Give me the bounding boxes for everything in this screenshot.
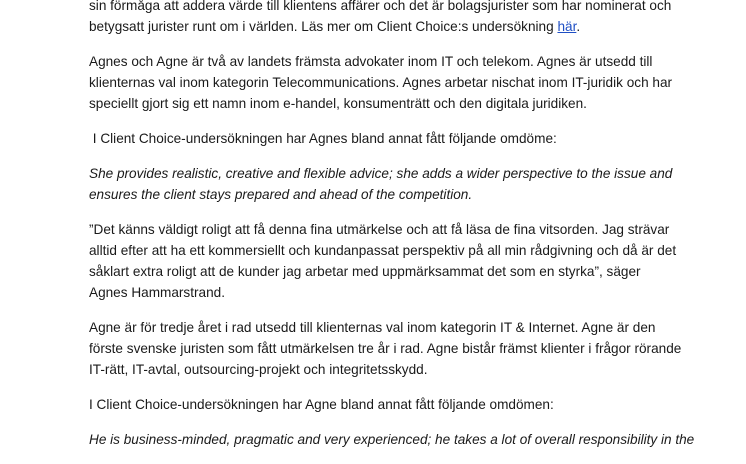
agnes-statement-line: Agnes Hammarstrand.	[89, 285, 225, 300]
agnes-intro-line: I Client Choice-undersökningen har Agnes bland annat fått följande omdöme:	[89, 131, 557, 146]
about-line: speciellt gjort sig ett namn inom e-handel, konsumenträtt och den digitala juridiken.	[89, 96, 587, 111]
intro-line-2-text: betygsatt jurister runt om i världen. Läs mer om Client Choice:s undersökning	[89, 19, 558, 34]
agne-intro-paragraph	[89, 394, 669, 415]
about-paragraph	[89, 51, 673, 114]
intro-line-2-end: .	[576, 19, 581, 34]
intro-line-2	[89, 16, 669, 37]
survey-link[interactable]: här	[557, 19, 577, 34]
agne-quote-paragraph	[89, 429, 695, 450]
agnes-statement-line: ”Det känns väldigt roligt att få denna fina utmärkelse och att få läsa de fina vitsorden. Jag strävar	[89, 222, 670, 237]
agne-about-line: IT-rätt, IT-avtal, outsourcing-projekt och integritetsskydd.	[89, 362, 428, 377]
agne-intro-line: I Client Choice-undersökningen har Agne bland annat fått följande omdömen:	[89, 397, 554, 412]
intro-paragraph	[89, 0, 672, 37]
agne-about-line: Agne är för tredje året i rad utsedd till klienternas val inom kategorin IT & Internet. Agne är den	[89, 320, 656, 335]
about-line: klienternas val inom kategorin Telecommunications. Agnes arbetar nischat inom IT-juridik och har	[89, 75, 673, 90]
agnes-intro-paragraph	[89, 128, 669, 149]
agne-about-paragraph	[89, 317, 682, 380]
agnes-statement-line: såklart extra roligt att de kunder jag arbetar med uppmärksammat det som en styrka”, säger	[89, 264, 641, 279]
agnes-quote-paragraph	[89, 163, 673, 205]
agnes-statement-line: alltid efter att ha ett kommersiellt och kundanpassat perspektiv på all min rådgivning och då är det	[89, 243, 677, 258]
agnes-statement-paragraph	[89, 219, 677, 303]
agnes-quote-line: ensures the client stays prepared and ahead of the competition.	[89, 187, 473, 202]
intro-line-1: sin förmåga att addera värde till klientens affärer och det är bolagsjurister som har nominerat och	[89, 0, 672, 13]
agne-about-line: förste svenske juristen som fått utmärkelsen tre år i rad. Agne bistår främst klienter i frågor rörande	[89, 341, 682, 356]
document-body	[89, 0, 695, 464]
agne-quote-line: He is business-minded, pragmatic and very experienced; he takes a lot of overall responsibility in the	[89, 432, 695, 447]
about-line: Agnes och Agne är två av landets främsta advokater inom IT och telekom. Agnes är utsedd till	[89, 54, 653, 69]
agnes-quote-line: She provides realistic, creative and flexible advice; she adds a wider perspective to the issue and	[89, 166, 673, 181]
